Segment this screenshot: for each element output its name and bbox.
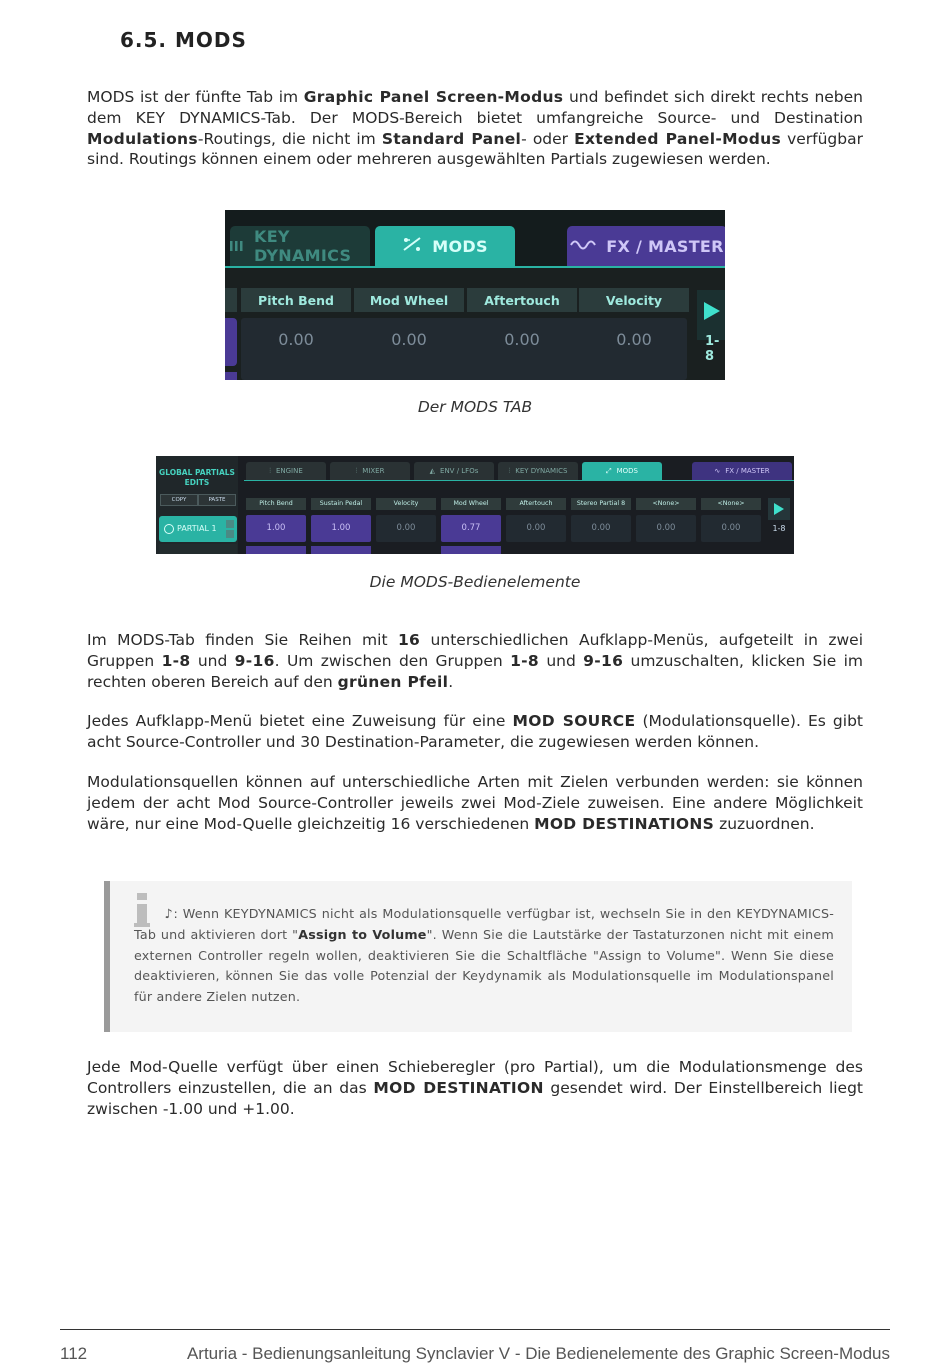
info-note-text: ♪: Wenn KEYDYNAMICS nicht als Modulationsquelle verfügbar ist, wechseln Sie in den KEYDYNAMICS-Tab und aktivieren dort "Assign to Volume". Wenn Sie die Lautstärke der Tastaturzonen nicht mit einem externen Controller regeln wollen, deaktivieren Sie die Schaltfläche "Assign to Volume". Wenn Sie diese deaktivieren, können Sie das volle Potenzial der Keydynamik als Modulationsquelle im Modulationspanel für andere Zielen nutzen. <box>134 906 834 1005</box>
tab-engine-label: ENGINE <box>275 467 303 475</box>
mods-tab-screenshot <box>225 210 725 380</box>
group-switch-button[interactable] <box>697 290 725 340</box>
cut-off-header <box>225 288 237 312</box>
group-range: 1-8 <box>705 334 720 364</box>
tab-mods-label: MODS <box>616 467 638 475</box>
page-number: 112 <box>60 1344 88 1363</box>
note-lead-symbol: ♪: <box>164 906 178 921</box>
partial-selector[interactable] <box>159 544 237 554</box>
mods-icon <box>402 236 422 256</box>
partial-icon <box>164 524 174 534</box>
source-dropdown[interactable]: Aftertouch <box>467 288 577 312</box>
info-note <box>104 881 852 1032</box>
mod-amount[interactable]: 0.00 <box>391 330 427 349</box>
wave-icon <box>570 237 596 256</box>
tab-mods[interactable] <box>375 226 515 266</box>
mods-icon: ⤢ <box>606 466 612 475</box>
values-area <box>241 318 687 380</box>
source-dropdown[interactable]: Mod Wheel <box>441 498 501 510</box>
tab-key-dynamics[interactable] <box>498 462 578 480</box>
group-switch-button[interactable] <box>768 498 790 520</box>
cut-off-slot <box>225 318 237 366</box>
groups-paragraph: Im MODS-Tab finden Sie Reihen mit 16 unterschiedlichen Aufklapp-Menüs, aufgeteilt in zwei Gruppen 1-8 und 9-16. Um zwischen den Gruppen 1-8 und 9-16 umzuschalten, klicken Sie im rechten oberen Bereich auf den grünen Pfeil. <box>87 631 863 691</box>
figure-caption: Der MODS TAB <box>417 398 533 416</box>
mod-amount[interactable]: 0.77 <box>441 515 501 542</box>
footer-title: Arturia - Bedienungsanleitung Synclavier V - Die Bedienelemente des Graphic Screen-Modus <box>186 1344 890 1363</box>
source-dropdown[interactable]: Aftertouch <box>506 498 566 510</box>
source-dropdown[interactable]: Mod Wheel <box>354 288 464 312</box>
mod-source-paragraph: Jedes Aufklapp-Menü bietet eine Zuweisung für eine MOD SOURCE (Modulationsquelle). Es gibt acht Source-Controller und 30 Destination-Parameter, die zugewiesen werden können. <box>87 712 863 751</box>
tab-engine[interactable] <box>246 462 326 480</box>
tab-key-dynamics-label: KEY DYNAMICS <box>515 467 568 475</box>
tab-fx-master-label: FX / MASTER <box>725 467 770 475</box>
mod-amount[interactable]: 1.00 <box>246 515 306 542</box>
source-dropdown[interactable]: Velocity <box>376 498 436 510</box>
footer-rule <box>60 1329 890 1330</box>
tab-key-dynamics-label: KEY DYNAMICS <box>254 227 352 265</box>
tab-mods-label: MODS <box>432 236 488 256</box>
mod-amount[interactable] <box>441 546 501 554</box>
play-arrow-icon <box>704 302 720 320</box>
wave-icon: ∿ <box>714 467 721 475</box>
tab-fx-master[interactable] <box>692 462 792 480</box>
partial-down-arrow[interactable] <box>226 530 234 538</box>
mod-amount[interactable]: 0.00 <box>636 515 696 542</box>
tab-mixer[interactable] <box>330 462 410 480</box>
mixer-icon: ⫶ <box>355 466 358 475</box>
tab-mods[interactable] <box>582 462 662 480</box>
engine-icon: ⫶ <box>269 466 271 475</box>
key-dynamics-icon: ⫶ <box>508 466 511 475</box>
global-partials-title: GLOBAL PARTIALS EDITS <box>159 468 235 487</box>
play-arrow-icon <box>774 503 784 515</box>
source-dropdown[interactable]: Velocity <box>579 288 689 312</box>
figure-caption: Die MODS-Bedienelemente <box>369 573 581 591</box>
mod-amount[interactable]: 0.00 <box>616 330 652 349</box>
tab-fx-master[interactable] <box>567 226 725 266</box>
source-dropdown[interactable]: Pitch Bend <box>241 288 351 312</box>
section-heading: 6.5. MODS <box>120 28 247 52</box>
envelope-icon: ◭ <box>429 467 436 475</box>
intro-paragraph: MODS ist der fünfte Tab im Graphic Panel Screen-Modus und befindet sich direkt rechts neben dem KEY DYNAMICS-Tab. Der MODS-Bereich bietet umfangreiche Source- und Destination Modulations-Routings, die nicht im Standard Panel- oder Extended Panel-Modus verfügbar sind. Routings können einem oder mehreren ausgewählten Partials zugewiesen werden. <box>87 88 863 169</box>
tab-key-dynamics[interactable] <box>230 226 370 266</box>
paste-button[interactable]: PASTE <box>198 494 236 506</box>
partial-label: PARTIAL 1 <box>177 524 217 533</box>
mod-amount[interactable]: 0.00 <box>571 515 631 542</box>
mods-controls-screenshot <box>156 456 794 554</box>
source-dropdown[interactable]: Sustain Pedal <box>311 498 371 510</box>
mod-amount[interactable]: 0.00 <box>504 330 540 349</box>
tab-fx-master-label: FX / MASTER <box>606 236 724 256</box>
tab-underline <box>244 480 794 481</box>
mod-amount[interactable]: 0.00 <box>506 515 566 542</box>
mod-amount[interactable]: 1.00 <box>311 515 371 542</box>
partial-selector[interactable] <box>159 516 237 542</box>
tab-env-lfos[interactable] <box>414 462 494 480</box>
mod-amount[interactable] <box>311 546 371 554</box>
group-range: 1-8 <box>772 524 786 533</box>
routing-paragraph: Modulationsquellen können auf unterschiedliche Arten mit Zielen verbunden werden: sie können jedem der acht Mod Source-Controller jeweils zwei Mod-Ziele zuweisen. Eine andere Möglichkeit wäre, nur eine Mod-Quelle gleichzeitig 16 verschiedenen MOD DESTINATIONS zuzuordnen. <box>87 773 863 833</box>
cut-off-slot <box>225 372 237 380</box>
key-dynamics-icon <box>230 237 244 256</box>
source-dropdown[interactable]: <None> <box>701 498 761 510</box>
mod-amount[interactable]: 0.00 <box>376 515 436 542</box>
mod-amount[interactable]: 0.00 <box>701 515 761 542</box>
source-dropdown[interactable]: <None> <box>636 498 696 510</box>
source-dropdown[interactable]: Pitch Bend <box>246 498 306 510</box>
copy-button[interactable]: COPY <box>160 494 198 506</box>
mod-amount[interactable]: 0.00 <box>278 330 314 349</box>
tab-mixer-label: MIXER <box>362 467 385 475</box>
mod-amount[interactable] <box>246 546 306 554</box>
source-dropdown[interactable]: Stereo Partial 8 <box>571 498 631 510</box>
tab-env-lfos-label: ENV / LFOs <box>440 467 479 475</box>
partial-up-arrow[interactable] <box>226 520 234 528</box>
slider-paragraph: Jede Mod-Quelle verfügt über einen Schieberegler (pro Partial), um die Modulationsmenge des Controllers einzustellen, die an das MOD DESTINATION gesendet wird. Der Einstellbereich liegt zwischen -1.00 und +1.00. <box>87 1058 864 1118</box>
